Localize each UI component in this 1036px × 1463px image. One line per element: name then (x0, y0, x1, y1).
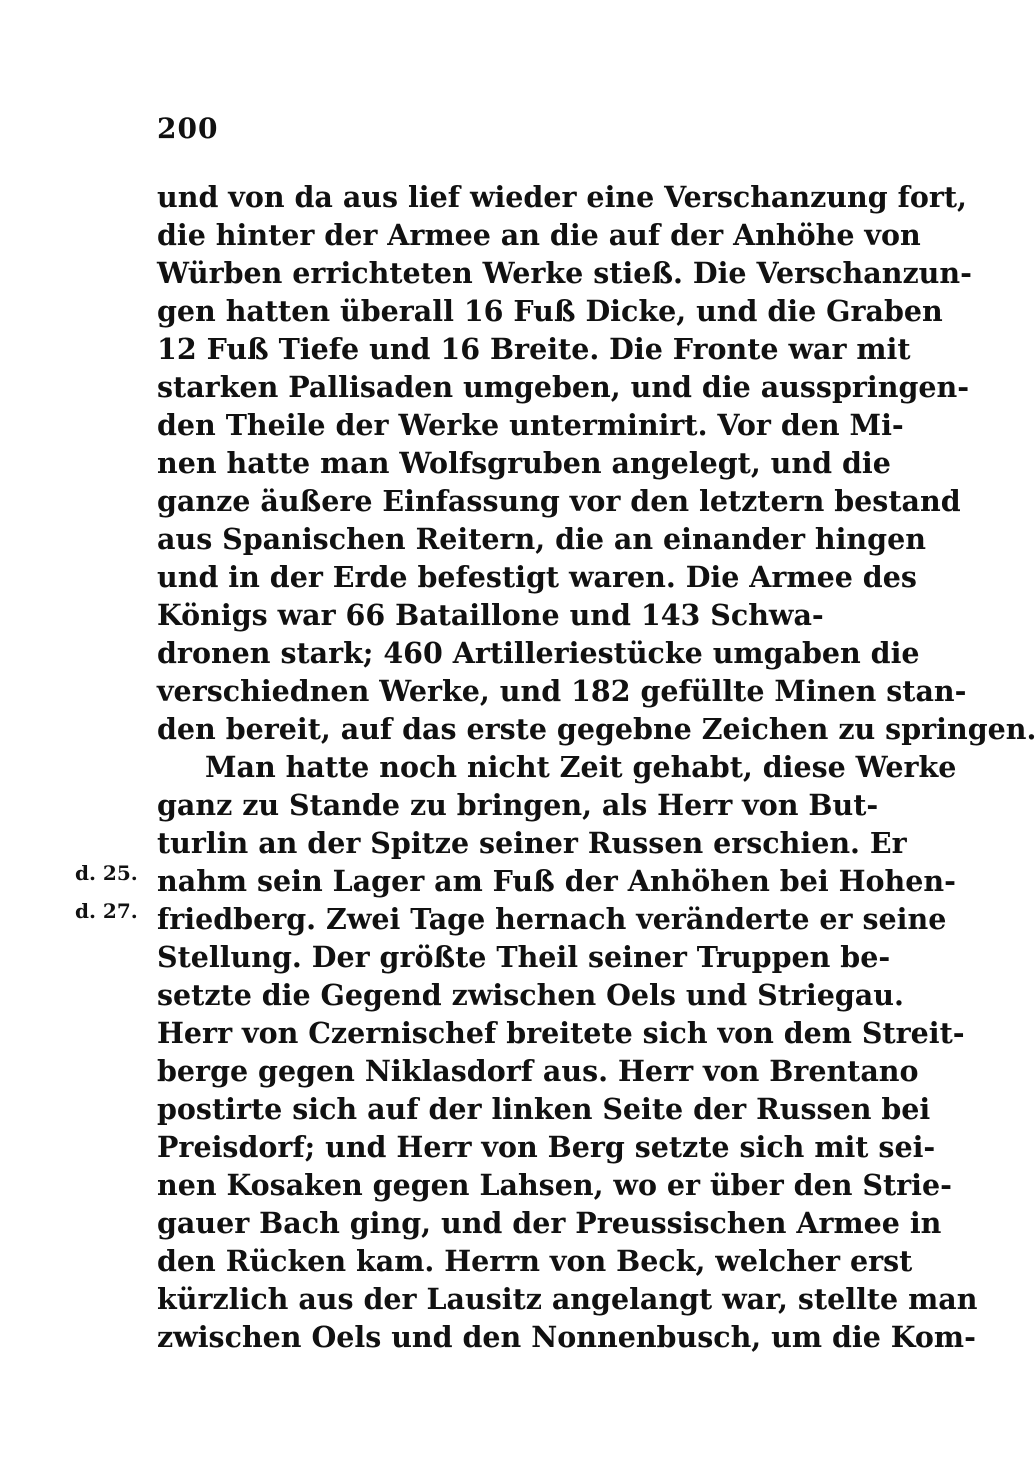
margin-date-note: d. 27. (75, 899, 138, 923)
text-line: Herr von Czernischef breitete sich von dem Streit- (157, 1016, 965, 1050)
text-line: aus Spanischen Reitern, die an einander hingen (157, 522, 926, 556)
text-line: 12 Fuß Tiefe und 16 Breite. Die Fronte war mit (157, 332, 911, 366)
margin-date-note: d. 25. (75, 861, 138, 885)
body-text (157, 178, 1036, 1356)
text-line: den bereit, auf das erste gegebne Zeichen zu springen. (157, 712, 1036, 746)
text-line: turlin an der Spitze seiner Russen erschien. Er (157, 826, 907, 860)
text-line: zwischen Oels und den Nonnenbusch, um die Kom- (157, 1320, 976, 1354)
text-line: Preisdorf; und Herr von Berg setzte sich mit sei- (157, 1130, 936, 1164)
paragraph-1 (157, 178, 1036, 748)
text-line: setzte die Gegend zwischen Oels und Striegau. (157, 978, 904, 1012)
text-line: gauer Bach ging, und der Preussischen Armee in (157, 1206, 942, 1240)
text-line: Stellung. Der größte Theil seiner Truppen be- (157, 940, 891, 974)
text-line: Würben errichteten Werke stieß. Die Verschanzun- (157, 256, 972, 290)
text-line: berge gegen Niklasdorf aus. Herr von Brentano (157, 1054, 919, 1088)
text-line: ganz zu Stande zu bringen, als Herr von But- (157, 788, 879, 822)
text-line: dronen stark; 460 Artilleriestücke umgaben die (157, 636, 920, 670)
text-line: und in der Erde befestigt waren. Die Armee des (157, 560, 917, 594)
text-line: den Theile der Werke unterminirt. Vor den Mi- (157, 408, 904, 442)
text-line: friedberg. Zwei Tage hernach veränderte er seine (157, 902, 947, 936)
text-line: und von da aus lief wieder eine Verschanzung fort, (157, 180, 967, 214)
text-line: Königs war 66 Bataillone und 143 Schwa- (157, 598, 824, 632)
page-number: 200 (157, 112, 219, 145)
text-line: verschiednen Werke, und 182 gefüllte Minen stan- (157, 674, 967, 708)
text-line: Man hatte noch nicht Zeit gehabt, diese Werke (205, 750, 957, 784)
text-line: nen Kosaken gegen Lahsen, wo er über den Strie- (157, 1168, 952, 1202)
text-line: nahm sein Lager am Fuß der Anhöhen bei Hohen- (157, 864, 956, 898)
paragraph-2 (157, 748, 978, 1356)
text-line: gen hatten überall 16 Fuß Dicke, und die Graben (157, 294, 943, 328)
text-line: kürzlich aus der Lausitz angelangt war, stellte man (157, 1282, 978, 1316)
text-line: starken Pallisaden umgeben, und die ausspringen- (157, 370, 970, 404)
text-line: nen hatte man Wolfsgruben angelegt, und die (157, 446, 891, 480)
text-line: die hinter der Armee an die auf der Anhöhe von (157, 218, 921, 252)
text-line: den Rücken kam. Herrn von Beck, welcher erst (157, 1244, 913, 1278)
text-line: ganze äußere Einfassung vor den letztern bestand (157, 484, 961, 518)
text-line: postirte sich auf der linken Seite der Russen bei (157, 1092, 931, 1126)
